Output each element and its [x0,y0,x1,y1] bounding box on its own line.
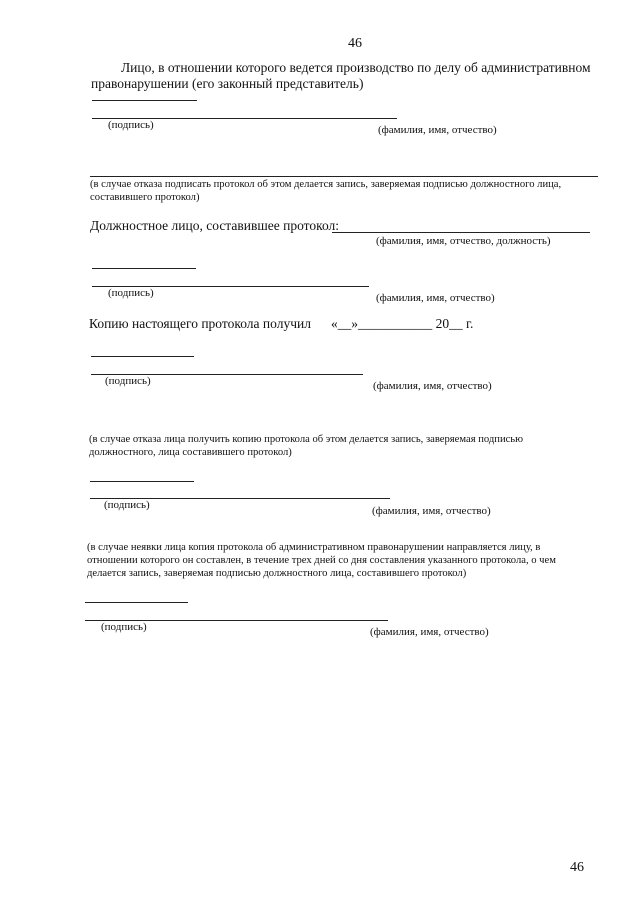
fio-label-1: (фамилия, имя, отчество) [378,124,497,136]
signature-label-1: (подпись) [108,119,154,131]
official-name-line [332,232,590,233]
copy-received-label: Копию настоящего протокола получил [89,316,311,331]
refusal-sign-note-1: (в случае отказа подписать протокол об этом делается запись, заверяемая подписью должностного лица, [90,179,562,190]
signature-label-2: (подпись) [108,287,154,299]
short-signature-line-2 [92,268,196,269]
short-signature-line-3 [91,356,194,357]
page-number-top: 46 [348,36,362,51]
refusal-copy-note-1: (в случае отказа лица получить копию протокола об этом делается запись, заверяемая подписью [89,434,524,445]
official-label: Должностное лицо, составившее протокол: [90,218,340,233]
signature-label-5: (подпись) [101,621,147,633]
refusal-sign-line [90,176,598,177]
page-number-bottom: 46 [570,860,584,875]
short-signature-line-5 [85,602,188,603]
refusal-copy-note-2: должностного, лица составившего протокол) [89,447,292,458]
fio-label-3: (фамилия, имя, отчество) [373,380,492,392]
intro-line-1: Лицо, в отношении которого ведется производство по делу об административном [121,60,591,75]
short-signature-line-1 [92,100,197,101]
absence-note-3: делается запись, заверяемая подписью должностного лица, составившего протокол) [87,568,467,579]
absence-note-2: отношении которого он составлен, в течение трех дней со дня составления указанного протокола, о чем [87,555,556,566]
absence-note-1: (в случае неявки лица копия протокола об административном правонарушении направляется лицу, в [87,542,541,553]
short-signature-line-4 [90,481,194,482]
fio-position-label: (фамилия, имя, отчество, должность) [376,235,551,247]
intro-line-2: правонарушении (его законный представитель) [91,76,364,91]
fio-label-4: (фамилия, имя, отчество) [372,505,491,517]
signature-label-4: (подпись) [104,499,150,511]
refusal-sign-note-2: составившего протокол) [90,192,200,203]
signature-label-3: (подпись) [105,375,151,387]
copy-received-date: «__»___________ 20__ г. [331,316,474,331]
fio-label-5: (фамилия, имя, отчество) [370,626,489,638]
fio-label-2: (фамилия, имя, отчество) [376,292,495,304]
